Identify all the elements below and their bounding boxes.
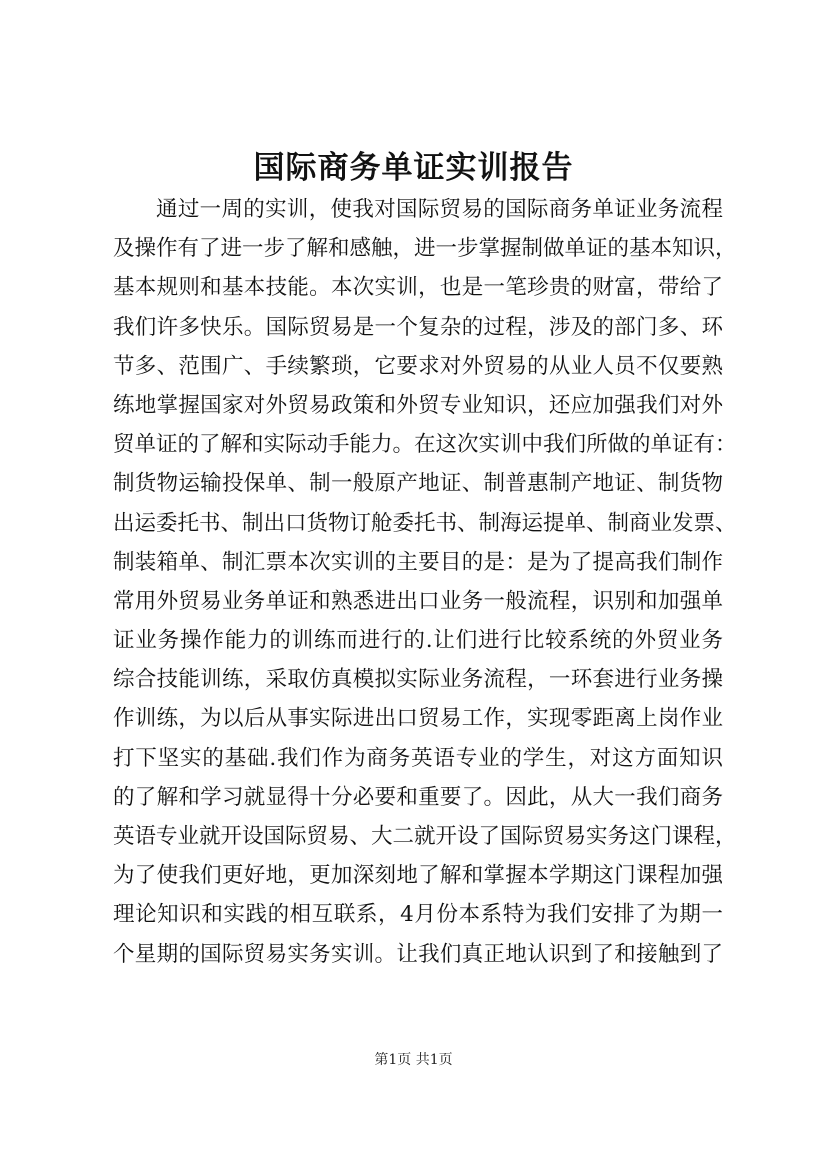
text-line: 通过一周的实训，使我对国际贸易的国际商务单证业务流程 (156, 197, 723, 222)
text-line: 练地掌握国家对外贸易政策和外贸专业知识，还应加强我们对外 (113, 392, 723, 418)
text-line: 节多、范围广、手续繁琐，它要求对外贸易的从业人员不仅要熟 (113, 353, 723, 379)
page-footer: 第1页 共1页 (374, 1052, 453, 1068)
text-line: 英语专业就开设国际贸易、大二就开设了国际贸易实务这门课程， (113, 824, 737, 849)
text-line: 个星期的国际贸易实务实训。让我们真正地认识到了和接触到了 (113, 941, 723, 967)
text-line: 出运委托书、制出口货物订舱委托书、制海运提单、制商业发票、 (113, 510, 737, 536)
document-title: 国际商务单证实训报告 (253, 150, 574, 186)
text-line: 证业务操作能力的训练而进行的.让们进行比较系统的外贸业务 (113, 628, 723, 654)
text-line: 及操作有了进一步了解和感触，进一步掌握制做单证的基本知识， (113, 236, 737, 262)
text-line: 打下坚实的基础.我们作为商务英语专业的学生，对这方面知识 (113, 745, 723, 771)
text-line: 为了使我们更好地，更加深刻地了解和掌握本学期这门课程加强 (113, 863, 723, 889)
text-line: 常用外贸易业务单证和熟悉进出口业务一般流程，识别和加强单 (113, 588, 723, 614)
text-line: 贸单证的了解和实际动手能力。在这次实训中我们所做的单证有： (113, 432, 737, 458)
text-line: 我们许多快乐。国际贸易是一个复杂的过程，涉及的部门多、环 (113, 314, 723, 340)
text-line: 制货物运输投保单、制一般原产地证、制普惠制产地证、制货物 (113, 471, 723, 497)
text-line: 理论知识和实践的相互联系，4月份本系特为我们安排了为期一 (113, 902, 723, 928)
text-line: 作训练，为以后从事实际进出口贸易工作，实现零距离上岗作业 (113, 706, 723, 732)
text-line: 制装箱单、制汇票本次实训的主要目的是：是为了提高我们制作 (113, 549, 723, 575)
document-body (113, 190, 737, 974)
text-line: 的了解和学习就显得十分必要和重要了。因此，从大一我们商务 (113, 784, 723, 810)
text-line: 综合技能训练，采取仿真模拟实际业务流程，一环套进行业务操 (113, 667, 723, 693)
text-line: 基本规则和基本技能。本次实训，也是一笔珍贵的财富，带给了 (113, 275, 723, 301)
